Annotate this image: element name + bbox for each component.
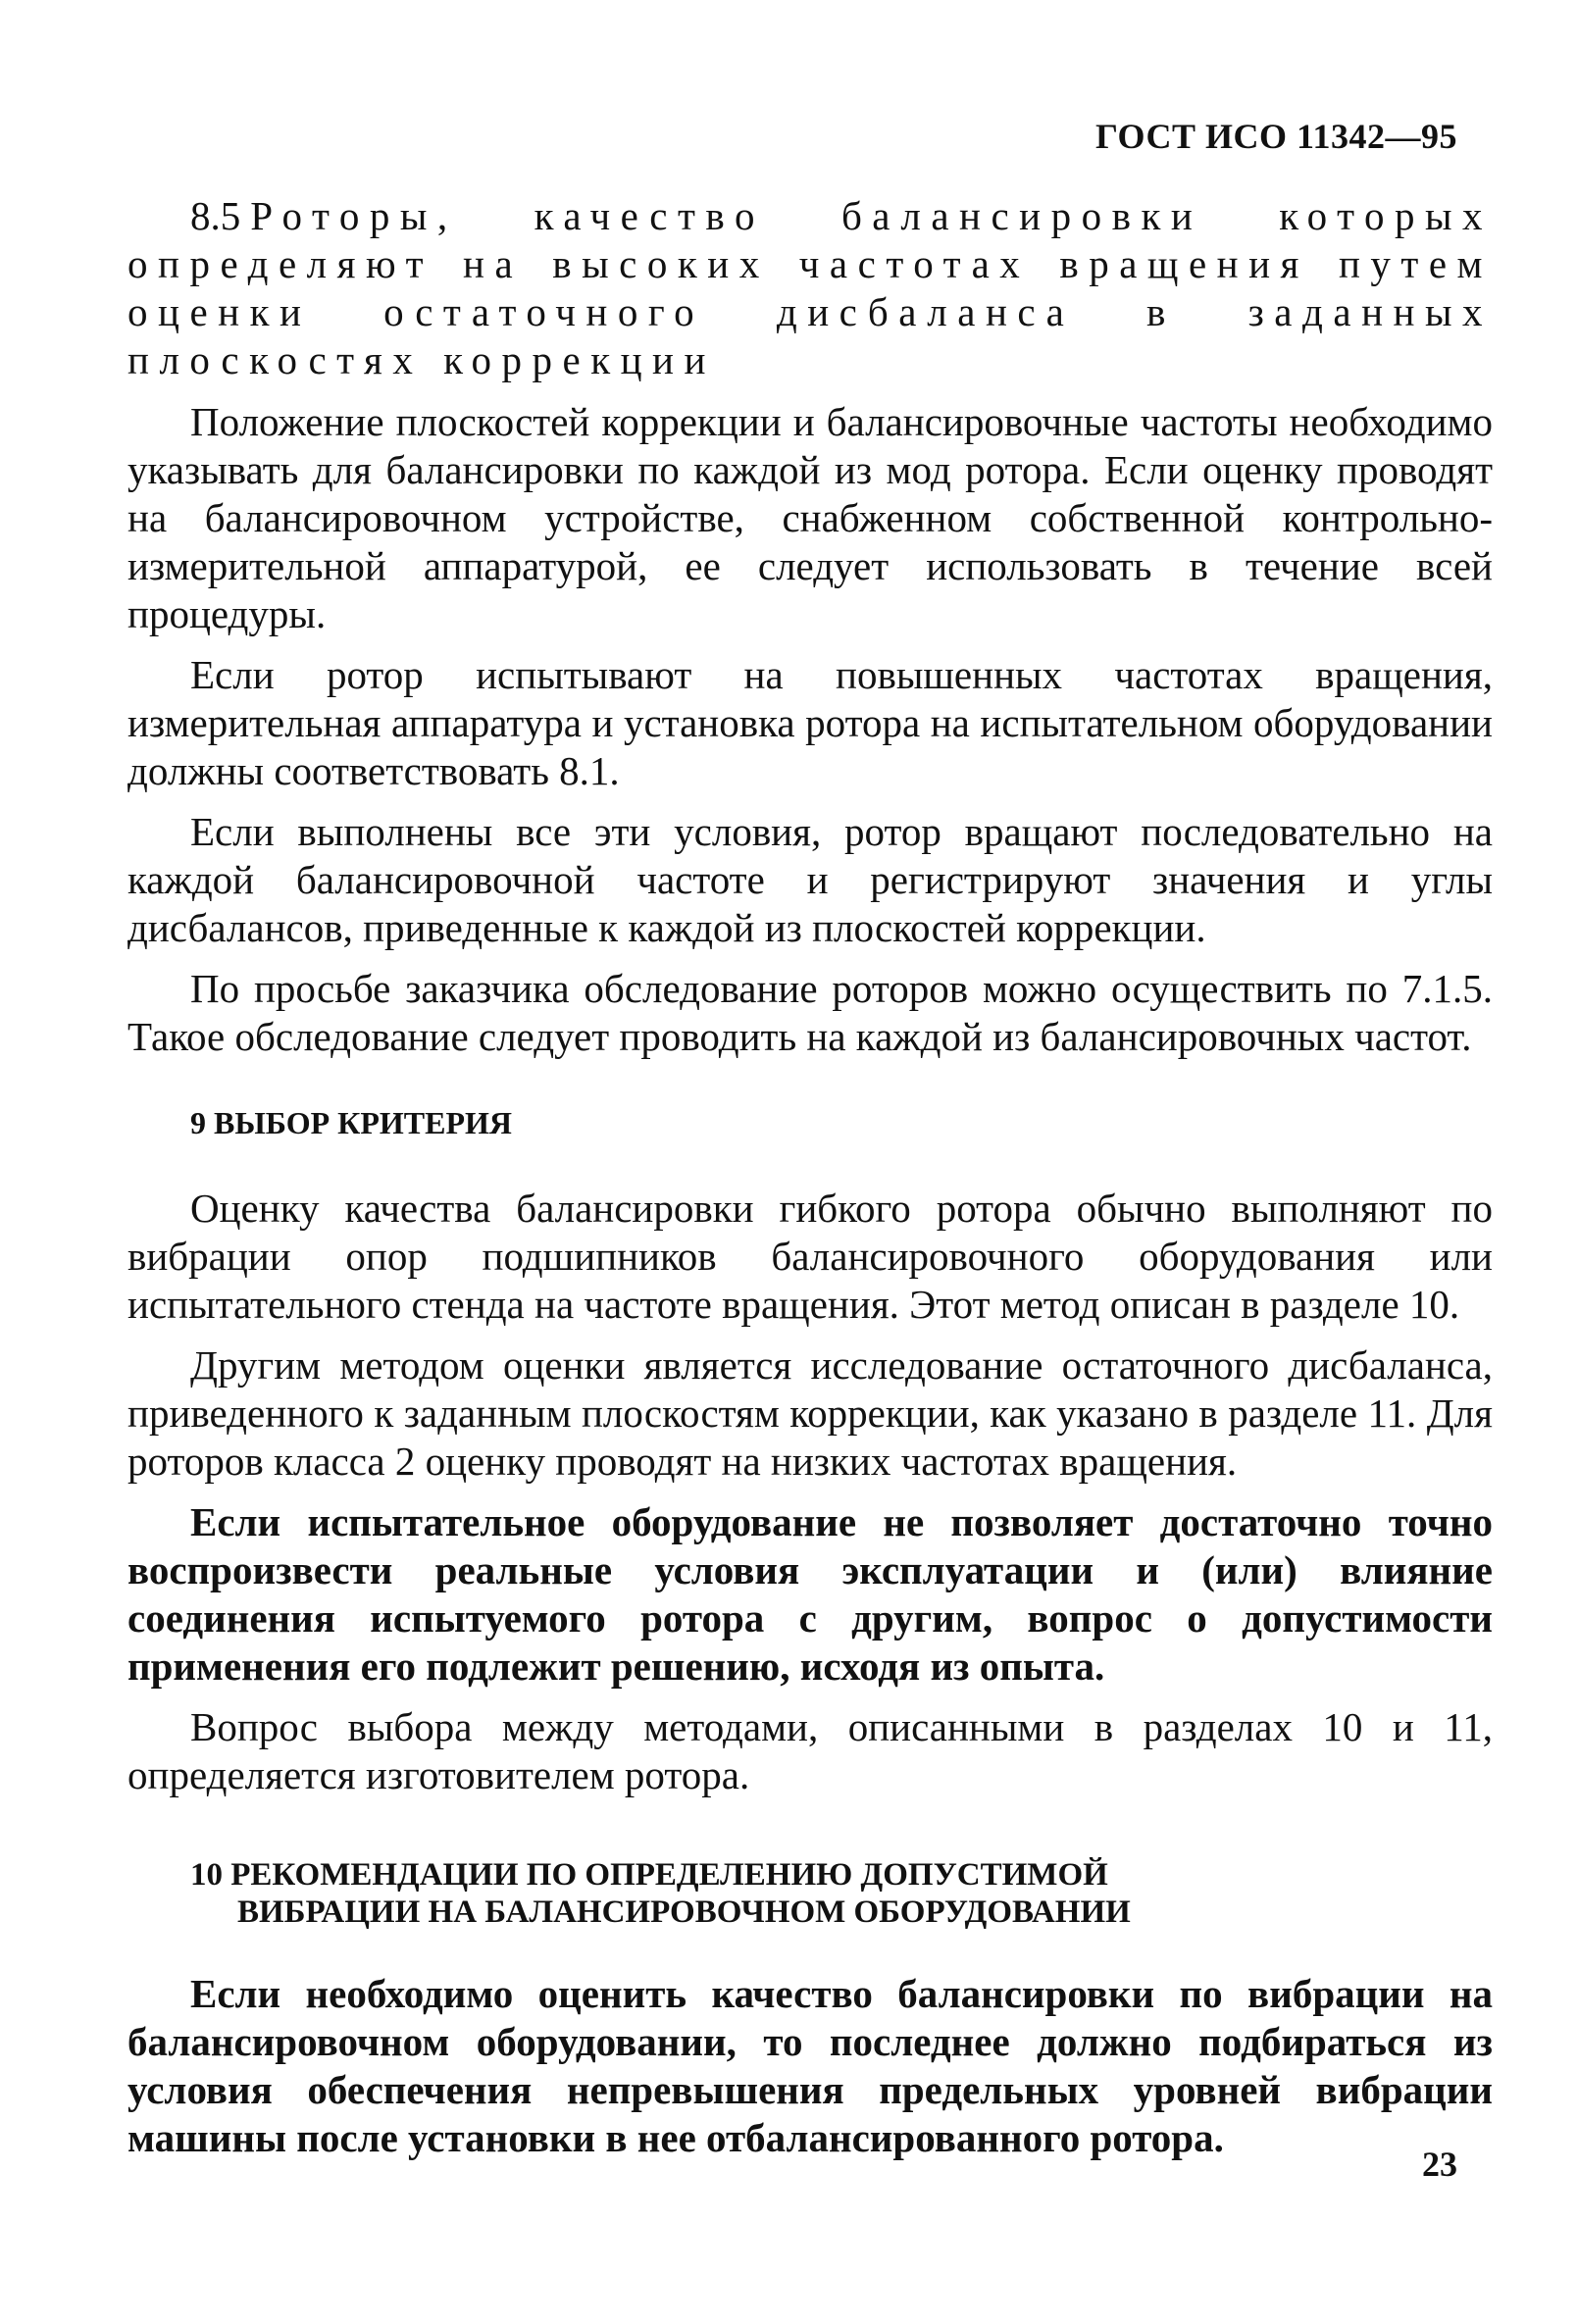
standard-designation: ГОСТ ИСО 11342—95 (1095, 117, 1457, 156)
section-10-heading-line1: 10 РЕКОМЕНДАЦИИ ПО ОПРЕДЕЛЕНИЮ ДОПУСТИМОЙ (190, 1857, 1108, 1893)
paragraph: Если ротор испытывают на повышенных частотах вращения, измерительная аппаратура и установка ротора на испытательном оборудовании должны соответствовать 8.1. (127, 652, 1493, 793)
page-content (127, 192, 1493, 2175)
page-number: 23 (1422, 2145, 1457, 2184)
subsection-number: 8.5 (190, 193, 241, 238)
subsection-8-5-title (127, 192, 1493, 384)
subsection-title-text: Роторы, качество балансировки которых определяют на высоких частотах вращения путем оценки остаточного дисбаланса в заданных плоскостях коррекции (127, 193, 1493, 382)
paragraph: Вопрос выбора между методами, описанными в разделах 10 и 11, определяется изготовителем ротора. (127, 1704, 1493, 1797)
section-9-heading: 9 ВЫБОР КРИТЕРИЯ (190, 1105, 513, 1140)
paragraph: Другим методом оценки является исследование остаточного дисбаланса, приведенного к заданным плоскостям коррекции, как указано в разделе 11. Для роторов класса 2 оценку проводят на низких частотах вращения. (127, 1342, 1493, 1484)
paragraph: По просьбе заказчика обследование роторов можно осуществить по 7.1.5. Такое обследование следует проводить на каждой из балансировочных частот. (127, 966, 1493, 1059)
section-10-heading (190, 1856, 1493, 1931)
paragraph: Если испытательное оборудование не позволяет достаточно точно воспроизвести реальные условия эксплуатации и (или) влияние соединения испытуемого ротора с другим, вопрос о допустимости применения его подлежит решению, исходя из опыта. (127, 1499, 1493, 1689)
section-10-heading-line2: ВИБРАЦИИ НА БАЛАНСИРОВОЧНОМ ОБОРУДОВАНИИ (237, 1895, 1131, 1930)
paragraph: Оценку качества балансировки гибкого ротора обычно выполняют по вибрации опор подшипников балансировочного оборудования или испытательного стенда на частоте вращения. Этот метод описан в разделе 10. (127, 1186, 1493, 1327)
paragraph: Если необходимо оценить качество балансировки по вибрации на балансировочном оборудовании, то последнее должно подбираться из условия обеспечения непревышения предельных уровней вибрации машины после установки в нее отбалансированного ротора. (127, 1971, 1493, 2160)
paragraph: Если выполнены все эти условия, ротор вращают последовательно на каждой балансировочной частоте и регистрируют значения и углы дисбалансов, приведенные к каждой из плоскостей коррекции. (127, 809, 1493, 950)
paragraph: Положение плоскостей коррекции и балансировочные частоты необходимо указывать для балансировки по каждой из мод ротора. Если оценку проводят на балансировочном устройстве, снабженном собственной контрольно-измерительной аппаратурой, ее следует использовать в течение всей процедуры. (127, 399, 1493, 636)
